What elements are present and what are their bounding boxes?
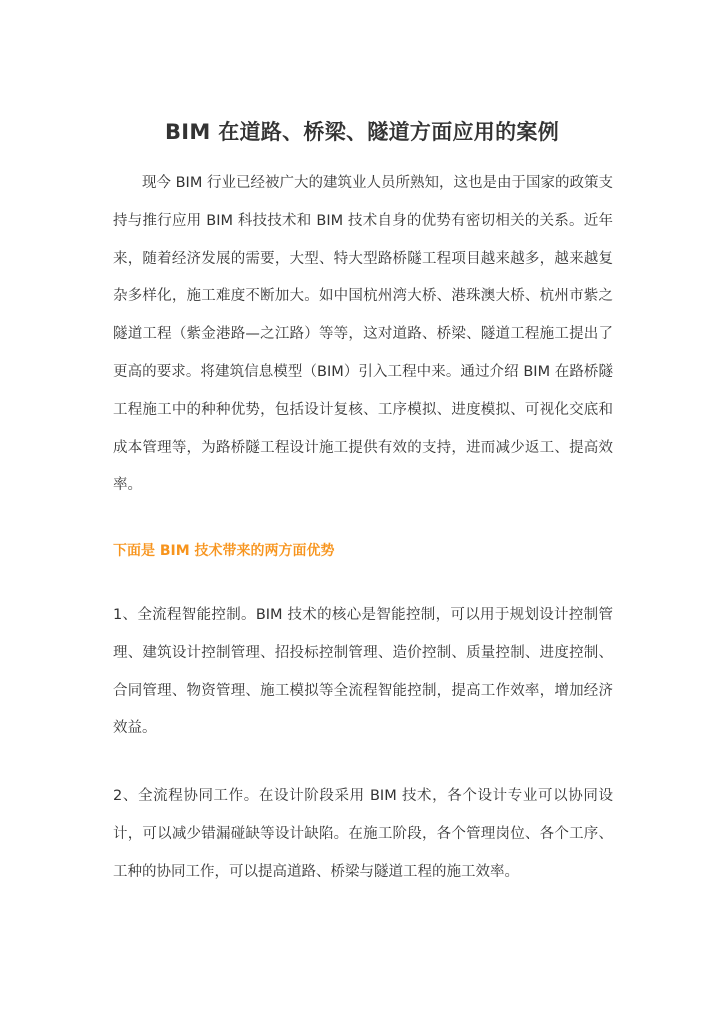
- section-subheading: 下面是 BIM 技术带来的两方面优势: [113, 543, 335, 559]
- page-title: BIM 在道路、桥梁、隧道方面应用的案例: [164, 120, 560, 145]
- intro-paragraph: 现今 BIM 行业已经被广大的建筑业人员所熟知，这也是由于国家的政策支持与推行应用 BIM 科技技术和 BIM 技术自身的优势有密切相关的关系。近年来，随着经济发展的需要，大型、特大型路桥隧工程项目越来越多，越来越复杂多样化，施工难度不断加大。如中国杭州湾大桥、港珠澳大桥、杭州市紫之隧道工程（紫金港路—之江路）等等，这对道路、桥梁、隧道工程施工提出了更高的要求。将建筑信息模型（BIM）引入工程中来。通过介绍 BIM 在路桥隧工程施工中的种种优势，包括设计复核、工序模拟、进度模拟、可视化交底和成本管理等，为路桥隧工程设计施工提供有效的支持，进而减少返工、提高效率。: [113, 175, 613, 494]
- intro-paragraph-block: [113, 165, 613, 505]
- advantage-item-2-block: [113, 778, 613, 891]
- advantage-item-1-block: [113, 597, 613, 748]
- advantage-item-2: 2、全流程协同工作。在设计阶段采用 BIM 技术，各个设计专业可以协同设计，可以减少错漏碰缺等设计缺陷。在施工阶段，各个管理岗位、各个工序、工种的协同工作，可以提高道路、桥梁与隧道工程的施工效率。: [113, 788, 613, 880]
- advantage-item-1: 1、全流程智能控制。BIM 技术的核心是智能控制，可以用于规划设计控制管理、建筑设计控制管理、招投标控制管理、造价控制、质量控制、进度控制、合同管理、物资管理、施工模拟等全流程智能控制，提高工作效率，增加经济效益。: [113, 607, 613, 737]
